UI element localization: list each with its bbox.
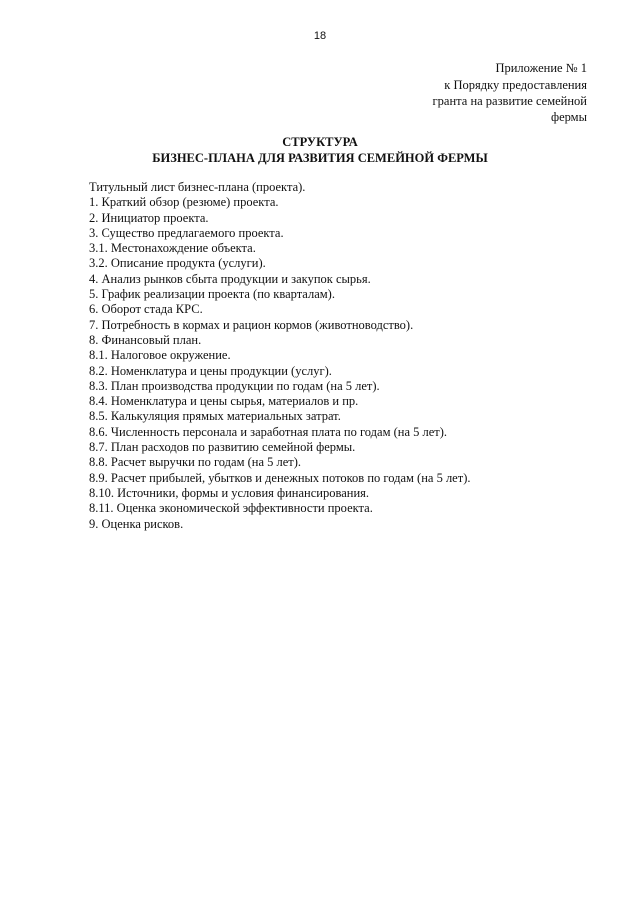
contents-item: 3.1. Местонахождение объекта. [89,241,256,256]
contents-item: 7. Потребность в кормах и рацион кормов (животноводство). [89,317,414,332]
appendix-line: фермы [550,110,587,124]
contents-item: 8.10. Источники, формы и условия финансирования. [89,485,370,500]
contents-item: 8.3. План производства продукции по годам (на 5 лет). [89,378,380,393]
contents-item: Титульный лист бизнес-плана (проекта). [89,180,306,194]
title-line: СТРУКТУРА [282,135,358,149]
contents-item: 8.6. Численность персонала и заработная плата по годам (на 5 лет). [89,424,448,439]
contents-item: 8.7. План расходов по развитию семейной фермы. [89,440,356,455]
appendix-title: Приложение № 1 [495,61,587,75]
contents-item: 8.1. Налоговое окружение. [89,348,231,363]
page-number: 18 [313,30,327,42]
appendix-line: к Порядку предоставления [444,78,587,92]
contents-item: 8.11. Оценка экономической эффективности проекта. [89,501,373,516]
contents-item: 2. Инициатор проекта. [89,210,209,225]
contents-item: 4. Анализ рынков сбыта продукции и закупок сырья. [89,271,371,286]
contents-item: 8.2. Номенклатура и цены продукции (услуг). [89,363,332,378]
subtitle-line: БИЗНЕС-ПЛАНА ДЛЯ РАЗВИТИЯ СЕМЕЙНОЙ ФЕРМЫ [152,151,488,165]
contents-item: 8.5. Калькуляция прямых материальных затрат. [89,409,341,424]
contents-item: 9. Оценка рисков. [89,516,184,531]
document-title [0,134,640,166]
contents-item: 8. Финансовый план. [89,332,202,347]
appendix-line: гранта на развитие семейной [432,94,587,108]
contents-item: 8.4. Номенклатура и цены сырья, материалов и пр. [89,394,359,409]
contents-item: 1. Краткий обзор (резюме) проекта. [89,195,279,210]
contents-item: 6. Оборот стада КРС. [89,302,203,317]
contents-item: 5. График реализации проекта (по кварталам). [89,287,335,302]
appendix-reference [433,60,587,125]
contents-item: 3. Существо предлагаемого проекта. [89,225,284,240]
business-plan-contents [89,180,470,532]
contents-item: 3.2. Описание продукта (услуги). [89,256,266,271]
contents-item: 8.9. Расчет прибылей, убытков и денежных потоков по годам (на 5 лет). [89,470,471,485]
contents-item: 8.8. Расчет выручки по годам (на 5 лет). [89,455,302,470]
